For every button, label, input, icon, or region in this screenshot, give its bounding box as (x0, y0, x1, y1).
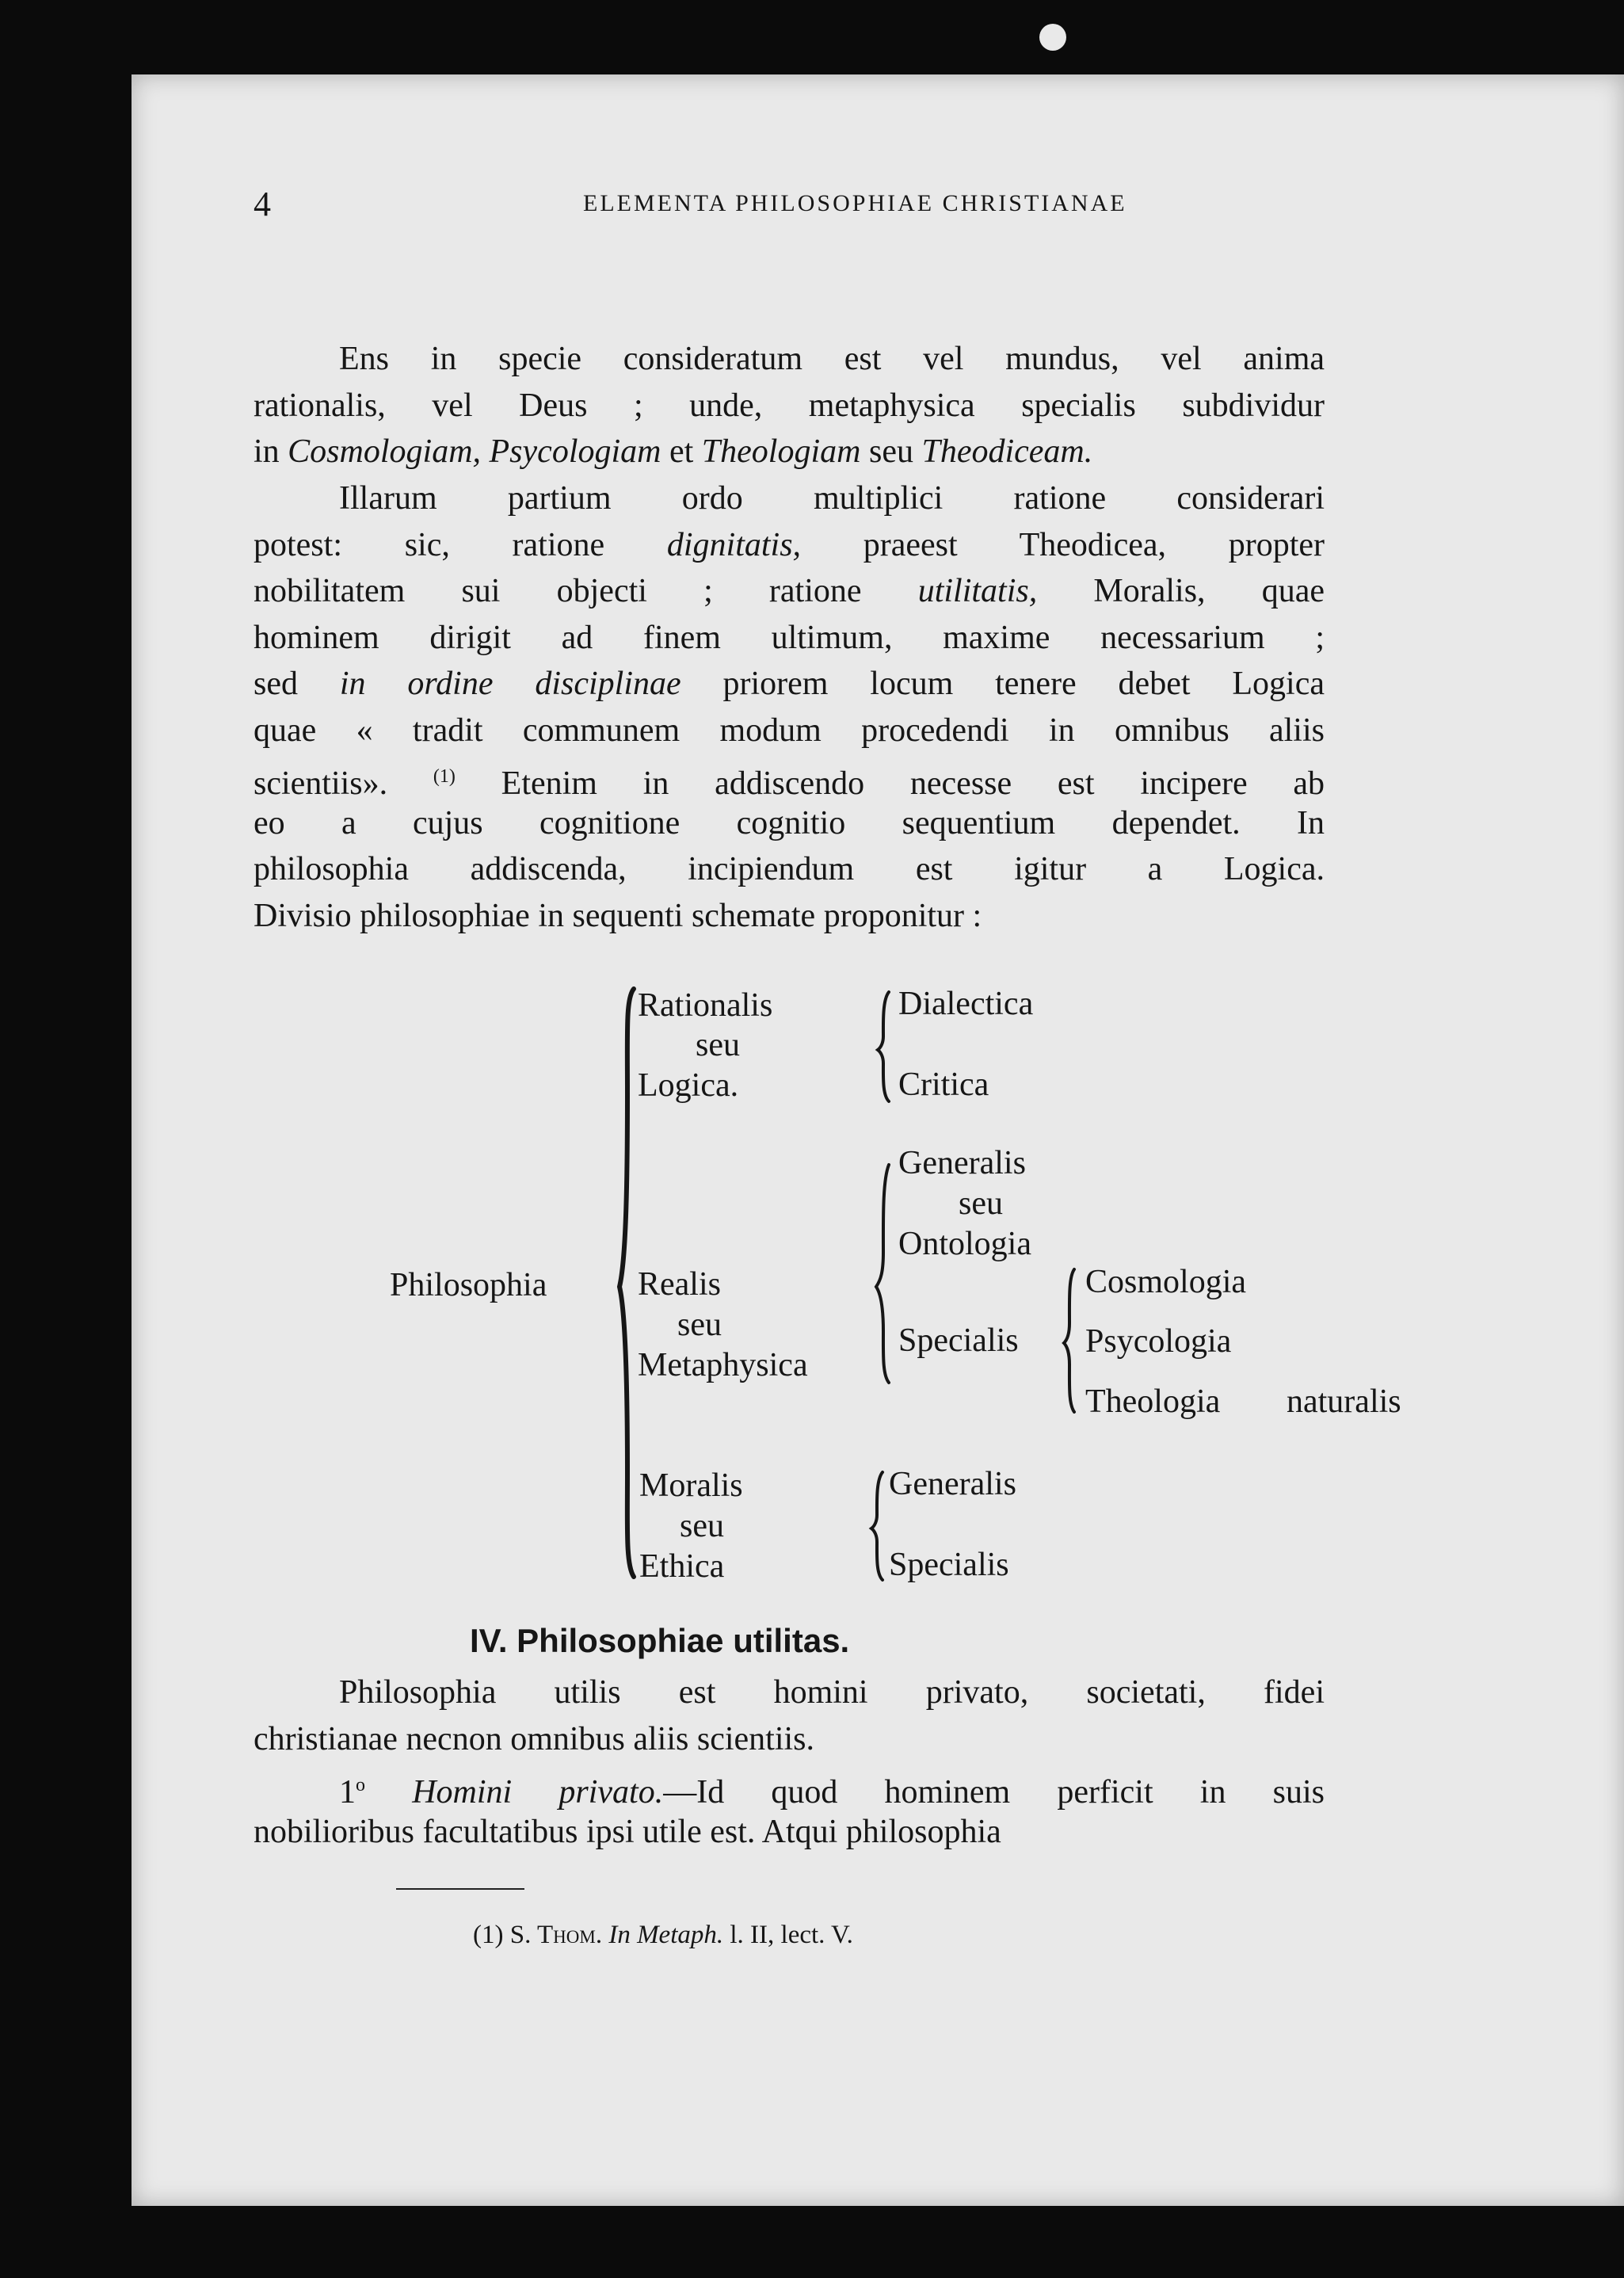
schema-root: Philosophia (390, 1267, 547, 1303)
text-run: scientiis». (254, 765, 433, 802)
footnote-work: In Metaph. (608, 1921, 724, 1949)
text-run: rationalis, vel Deus ; unde, metaphysica specialis subdividur (254, 387, 1325, 424)
text-run: eo a cujus cognitione cognitio sequentium dependet. In (254, 804, 1325, 841)
text-run: Illarum partium ordo multiplici ratione considerari (339, 480, 1325, 517)
brace-moralis (871, 1472, 883, 1580)
text-run (365, 1774, 412, 1811)
text-run: Cosmologiam, Psycologiam (288, 433, 661, 470)
footnote-mark: (1) (473, 1921, 504, 1949)
text-run: Divisio philosophiae in sequenti schemate proponitur : (254, 897, 982, 934)
schema-critica: Critica (898, 1067, 989, 1103)
schema-specialis: Specialis (898, 1322, 1019, 1359)
text-run: hominem dirigit ad finem ultimum, maxime necessarium ; (254, 619, 1325, 656)
text-run: in ordine disciplinae (339, 666, 681, 702)
schema-theologia: Theologia (1085, 1383, 1221, 1420)
running-title: ELEMENTA PHILOSOPHIAE CHRISTIANAE (583, 190, 1127, 216)
text-run: philosophia addiscenda, incipiendum est igitur a Logica. (254, 851, 1325, 887)
text-run: nobilitatem sui objecti ; ratione (254, 573, 918, 609)
text-line (254, 1762, 1325, 1809)
text-run: (1) (433, 766, 456, 787)
text-run: dignitatis, (666, 526, 802, 563)
schema-generalis-seu: seu (959, 1185, 1003, 1222)
text-run: christianae necnon omnibus aliis scientiis. (254, 1720, 815, 1757)
text-run: seu (860, 433, 922, 470)
section-heading: IV. Philosophiae utilitas. (470, 1622, 850, 1659)
text-run: Theologiam (701, 433, 861, 470)
text-run: potest: sic, ratione (254, 526, 667, 563)
brace-rationalis (878, 992, 889, 1101)
text-run: o (356, 1775, 365, 1795)
schema-rationalis: Rationalis (638, 987, 773, 1024)
footnote-rule (396, 1888, 524, 1890)
schema-logica: Logica. (638, 1067, 739, 1104)
text-line (254, 1669, 1325, 1716)
text-run: utilitatis, (917, 573, 1038, 609)
schema-moralis-generalis: Generalis (889, 1466, 1016, 1502)
schema-ontologia: Ontologia (898, 1226, 1031, 1262)
schema-cosmologia: Cosmologia (1085, 1264, 1247, 1300)
paragraph-4 (254, 1762, 1325, 1855)
text-run: Homini privato. (412, 1774, 664, 1811)
text-line (254, 1716, 1325, 1763)
schema-ethica: Ethica (639, 1548, 725, 1585)
text-run: Philosophia utilis est homini privato, societati, fidei (339, 1674, 1325, 1711)
text-run: quae « tradit communem modum procedendi in omnibus aliis (254, 712, 1325, 749)
paragraph-3 (254, 1669, 1325, 1762)
text-run: Ens in specie consideratum est vel mundus, vel anima (339, 341, 1325, 377)
schema-realis: Realis (638, 1266, 721, 1303)
schema-generalis-ontologia-label: Generalis (898, 1145, 1026, 1181)
footnote-author: S. Thom. (509, 1921, 603, 1949)
schema-moralis: Moralis (639, 1467, 743, 1504)
footnote-ref: l. II, lect. V. (730, 1921, 853, 1949)
text-run: 1 (339, 1774, 356, 1811)
footnote (473, 1921, 853, 1950)
text-run: —Id quod hominem perficit in suis (663, 1774, 1325, 1811)
schema-psycologia: Psycologia (1085, 1323, 1232, 1360)
text-line (254, 1809, 1325, 1856)
text-run: Theodiceam. (921, 433, 1093, 470)
text-run: nobilioribus facultatibus ipsi utile est. Atqui philosophia (254, 1813, 1001, 1850)
schema-moralis-seu: seu (680, 1508, 724, 1544)
text-run: Etenim in addiscendo necesse est incipere ab (455, 765, 1325, 802)
schema-naturalis: naturalis (1287, 1383, 1401, 1420)
text-run: priorem locum tenere debet Logica (680, 666, 1325, 702)
brace-realis (876, 1165, 889, 1383)
brace-philosophia (619, 989, 634, 1577)
page-number: 4 (254, 185, 273, 223)
text-run: praeest Theodicea, propter (801, 526, 1325, 563)
schema-rationalis-seu: seu (696, 1027, 740, 1063)
text-run: et (661, 433, 702, 470)
schema-realis-seu: seu (677, 1307, 722, 1343)
schema-moralis-specialis: Specialis (889, 1547, 1009, 1583)
text-run: in (254, 433, 288, 470)
text-run: sed (254, 666, 340, 702)
schema-metaphysica: Metaphysica (638, 1347, 808, 1383)
text-run: Moralis, quae (1037, 573, 1325, 609)
schema-dialectica: Dialectica (898, 986, 1034, 1022)
brace-specialis (1064, 1269, 1074, 1412)
